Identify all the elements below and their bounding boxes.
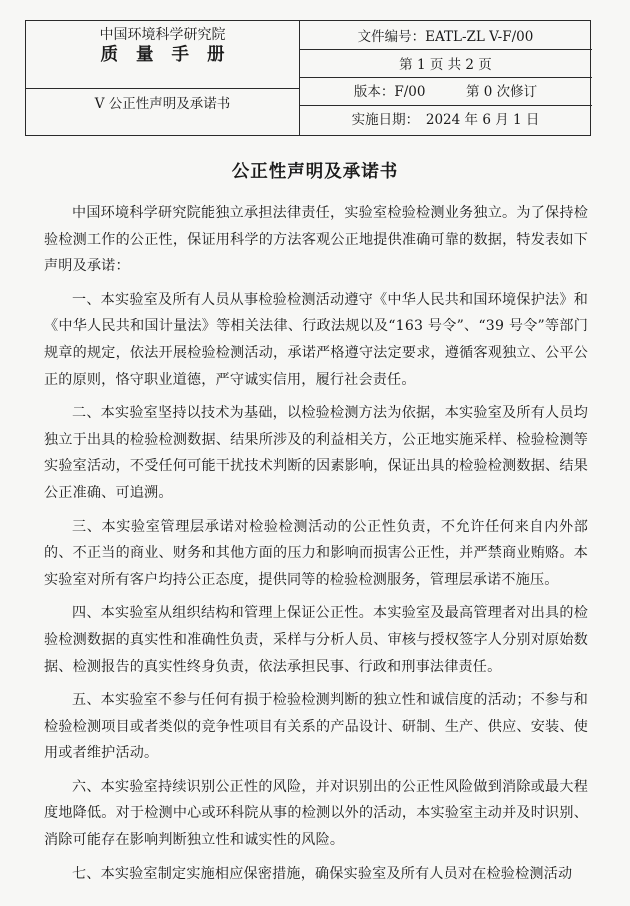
manual-title: 质量手册: [100, 45, 243, 65]
header-right-divider-1: [299, 49, 592, 50]
document-number: 文件编号：EATL-ZL V-F/00: [357, 29, 534, 45]
section-name: V 公正性声明及承诺书: [94, 96, 231, 112]
paragraph-3: 三、本实验室管理层承诺对检验检测活动的公正性负责，不允许任何来自内外部的、不正当的商业、财务和其他方面的压力和影响而损害公正性，并严禁商业贿赂。本实验室对所有客户均持公正态度，提供同等的检验检测服务，管理层承诺不施压。: [44, 518, 588, 588]
page-info: 第 1 页 共 2 页: [399, 57, 492, 73]
paragraph-5: 五、本实验室不参与任何有损于检验检测判断的独立性和诚信度的活动；不参与和检验检测项目或者类似的竞争性项目有关系的产品设计、研制、生产、供应、安装、使用或者维护活动。: [44, 692, 588, 762]
paragraph-7: 七、本实验室制定实施相应保密措施，确保实验室及所有人员对在检验检测活动: [72, 865, 573, 882]
document-body: [44, 200, 588, 894]
paragraph-intro: 中国环境科学研究院能独立承担法律责任，实验室检验检测业务独立。为了保持检验检测工作的公正性，保证用科学的方法客观公正地提供准确可靠的数据，特发表如下声明及承诺：: [44, 205, 588, 275]
paragraph-1: 一、本实验室及所有人员从事检验检测活动遵守《中华人民共和国环境保护法》和《中华人民共和国计量法》等相关法律、行政法规以及“163 号令”、“39 号令”等部门规章的规定，依法开展检验检测活动，承诺严格遵守法定要求，遵循客观独立、公平公正的原则，恪守职业道德，严守诚实信用，履行社会责任。: [44, 291, 588, 388]
document-title: 公正性声明及承诺书: [231, 162, 399, 182]
header-table: [25, 20, 591, 136]
organization-name: 中国环境科学研究院: [99, 27, 226, 43]
header-right-divider-3: [299, 105, 592, 106]
version-info: 版本：F/00 第 0 次修订: [353, 84, 538, 100]
paragraph-6: 六、本实验室持续识别公正性的风险，并对识别出的公正性风险做到消除或最大程度地降低。对于检测中心或环科院从事的检测以外的活动，本实验室主动并及时识别、消除可能存在影响判断独立性和诚实性的风险。: [44, 778, 588, 849]
effective-date: 实施日期： 2024 年 6 月 1 日: [351, 112, 540, 128]
paragraph-2: 二、本实验室坚持以技术为基础，以检验检测方法为依据，本实验室及所有人员均独立于出具的检验检测数据、结果所涉及的利益相关方，公正地实施采样、检验检测等实验室活动，不受任何可能干扰技术判断的因素影响，保证出具的检验检测数据、结果公正准确、可追溯。: [44, 405, 588, 501]
paragraph-4: 四、本实验室从组织结构和管理上保证公正性。本实验室及最高管理者对出具的检验检测数据的真实性和准确性负责，采样与分析人员、审核与授权签字人分别对原始数据、检测报告的真实性终身负责，依法承担民事、行政和刑事法律责任。: [44, 605, 588, 675]
header-right-divider-2: [299, 77, 592, 78]
header-left-divider: [26, 88, 299, 89]
